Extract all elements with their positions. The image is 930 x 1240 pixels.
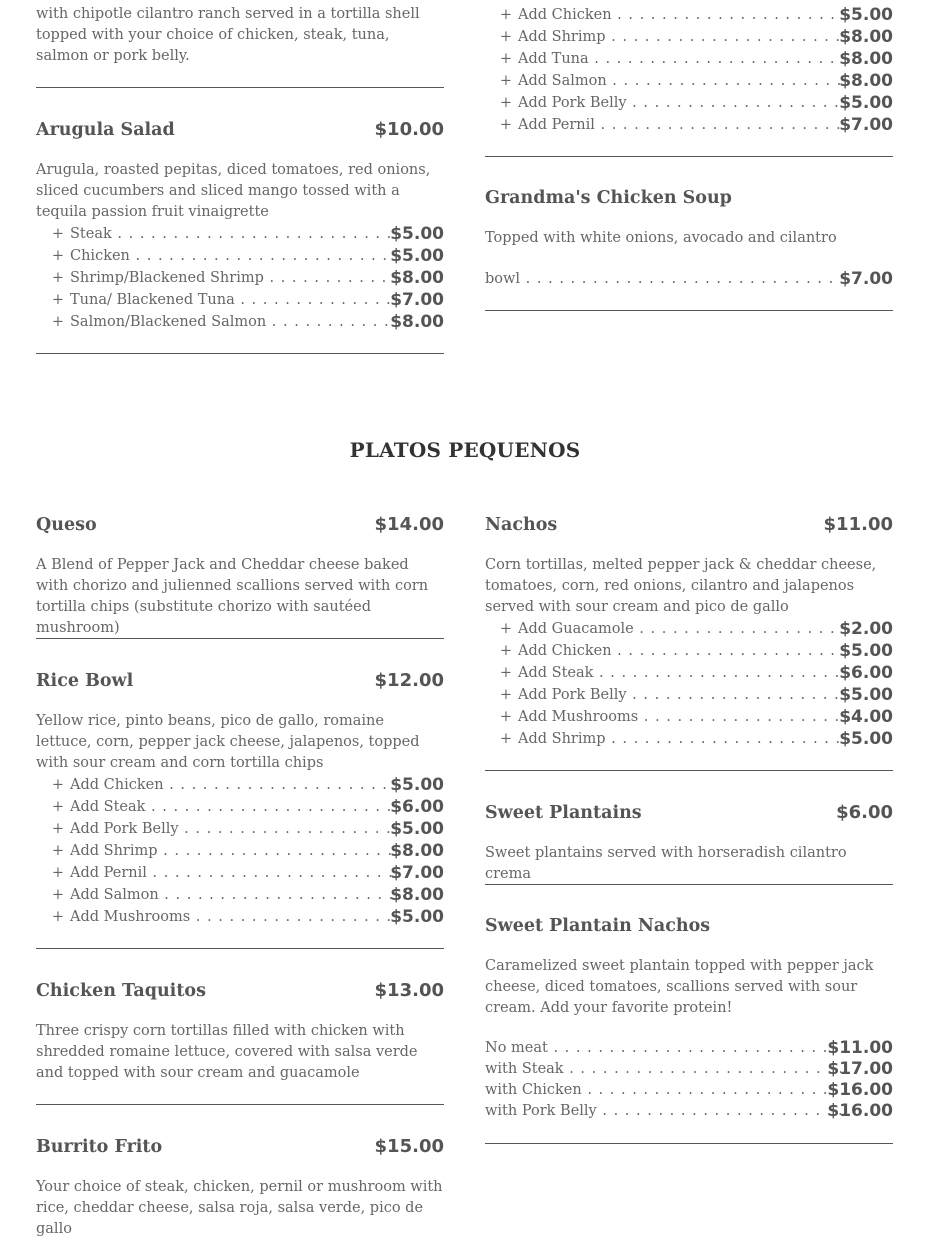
item-description: Yellow rice, pinto beans, pico de gallo, romaine lettuce, corn, pepper jack cheese, jalapenos, topped with sour cream and corn tortilla chips xyxy=(36,713,420,771)
option-list xyxy=(485,1038,893,1122)
option-label: bowl . . . xyxy=(485,268,841,290)
item-name: Burrito Frito xyxy=(36,1137,163,1157)
item-name: Sweet Plantains xyxy=(485,803,642,823)
item-description: Sweet plantains served with horseradish cilantro crema xyxy=(485,845,847,882)
item-name: Nachos xyxy=(485,515,558,535)
menu-item-rice-bowl xyxy=(36,669,444,693)
option-label: Add Pork Belly . . . xyxy=(518,684,841,706)
option-label: Add Steak . . . xyxy=(518,662,841,684)
option-price: $8.00 xyxy=(839,27,893,47)
option-price: $5.00 xyxy=(390,819,444,839)
divider xyxy=(485,310,893,311)
option-price: $2.00 xyxy=(839,619,893,639)
item-description: Caramelized sweet plantain topped with pepper jack cheese, diced tomatoes, scallions served with sour cream. Add your favorite protein! xyxy=(485,958,874,1016)
option-price: $6.00 xyxy=(839,663,893,683)
option-label: Shrimp/Blackened Shrimp . . . xyxy=(70,267,392,289)
option-row xyxy=(36,840,444,862)
option-label: Add Chicken . . . xyxy=(518,640,841,662)
option-label: Salmon/Blackened Salmon . . . xyxy=(70,311,392,333)
divider xyxy=(36,353,444,354)
item-name: Chicken Taquitos xyxy=(36,981,206,1001)
option-row xyxy=(485,1038,893,1059)
divider xyxy=(485,156,893,157)
option-label: Add Shrimp . . . xyxy=(518,26,841,48)
plus-icon: + xyxy=(51,865,65,881)
option-row xyxy=(36,289,444,311)
option-list xyxy=(36,223,444,333)
plus-icon: + xyxy=(51,909,65,925)
menu-item-chicken-taquitos xyxy=(36,979,444,1003)
item-name: Arugula Salad xyxy=(36,120,175,140)
option-row xyxy=(36,245,444,267)
option-row xyxy=(485,26,893,48)
option-price: $8.00 xyxy=(839,71,893,91)
option-price: $5.00 xyxy=(390,907,444,927)
plus-icon: + xyxy=(51,799,65,815)
option-label: Chicken . . . xyxy=(70,245,392,267)
option-row xyxy=(36,906,444,928)
option-row xyxy=(485,662,893,684)
option-list xyxy=(36,774,444,928)
option-label: Add Pernil . . . xyxy=(70,862,392,884)
option-label: Add Pork Belly . . . xyxy=(70,818,392,840)
option-price: $7.00 xyxy=(839,269,893,289)
plus-icon: + xyxy=(499,621,513,637)
divider xyxy=(485,770,893,771)
plus-icon: + xyxy=(51,270,65,286)
section-title: PLATOS PEQUENOS xyxy=(349,438,581,462)
option-row xyxy=(485,618,893,640)
option-label: with Chicken . . . xyxy=(485,1080,841,1101)
option-row xyxy=(36,818,444,840)
plus-icon: + xyxy=(51,887,65,903)
plus-icon: + xyxy=(499,731,513,747)
menu-item-chicken-soup xyxy=(485,186,893,210)
option-label: Add Tuna . . . xyxy=(518,48,841,70)
item-description: Corn tortillas, melted pepper jack & cheddar cheese, tomatoes, corn, red onions, cilantro and jalapenos served with sour cream and pico de gallo xyxy=(485,557,877,615)
plus-icon: + xyxy=(499,7,513,23)
menu-item-burrito-frito xyxy=(36,1135,444,1159)
option-price: $5.00 xyxy=(839,641,893,661)
menu-item-arugula-salad xyxy=(36,118,444,142)
option-row xyxy=(485,728,893,750)
option-label: Tuna/ Blackened Tuna . . . xyxy=(70,289,392,311)
option-row xyxy=(485,1101,893,1122)
option-label: Add Salmon . . . xyxy=(518,70,841,92)
item-price: $10.00 xyxy=(374,119,444,140)
option-price: $5.00 xyxy=(839,5,893,25)
plus-icon: + xyxy=(51,843,65,859)
menu-item-nachos xyxy=(485,513,893,537)
plus-icon: + xyxy=(499,709,513,725)
option-label: No meat . . . xyxy=(485,1038,841,1059)
option-row xyxy=(485,4,893,26)
option-price: $16.00 xyxy=(827,1080,893,1100)
item-price: $15.00 xyxy=(374,1136,444,1157)
plus-icon: + xyxy=(499,117,513,133)
item-description: with chipotle cilantro ranch served in a tortilla shell topped with your choice of chicken, steak, tuna, salmon or pork belly. xyxy=(36,6,420,64)
item-price: $14.00 xyxy=(374,514,444,535)
option-row xyxy=(485,92,893,114)
option-price: $8.00 xyxy=(839,49,893,69)
option-label: Add Mushrooms . . . xyxy=(70,906,392,928)
option-price: $8.00 xyxy=(390,841,444,861)
menu-item-queso xyxy=(36,513,444,537)
item-name: Grandma's Chicken Soup xyxy=(485,188,732,208)
option-list xyxy=(485,4,893,136)
option-price: $8.00 xyxy=(390,885,444,905)
option-row xyxy=(36,267,444,289)
option-label: Add Mushrooms . . . xyxy=(518,706,841,728)
item-description: Arugula, roasted pepitas, diced tomatoes, red onions, sliced cucumbers and sliced mango tossed with a tequila passion fruit vinaigrette xyxy=(36,162,431,220)
option-label: with Steak . . . xyxy=(485,1059,841,1080)
option-label: Steak . . . xyxy=(70,223,392,245)
option-price: $5.00 xyxy=(390,224,444,244)
option-price: $6.00 xyxy=(390,797,444,817)
option-row xyxy=(485,706,893,728)
option-price: $7.00 xyxy=(390,863,444,883)
plus-icon: + xyxy=(499,29,513,45)
option-price: $5.00 xyxy=(390,246,444,266)
option-price: $8.00 xyxy=(390,312,444,332)
plus-icon: + xyxy=(51,248,65,264)
plus-icon: + xyxy=(499,665,513,681)
divider xyxy=(485,884,893,885)
option-price: $17.00 xyxy=(827,1059,893,1079)
plus-icon: + xyxy=(51,777,65,793)
option-row xyxy=(485,70,893,92)
option-row xyxy=(36,862,444,884)
option-label: Add Chicken . . . xyxy=(70,774,392,796)
option-row xyxy=(485,684,893,706)
option-row xyxy=(36,223,444,245)
option-label: with Pork Belly . . . xyxy=(485,1101,841,1122)
menu-item-sweet-plantain-nachos xyxy=(485,914,893,938)
divider xyxy=(36,638,444,639)
item-description: Three crispy corn tortillas filled with chicken with shredded romaine lettuce, covered with salsa verde and topped with sour cream and guacamole xyxy=(36,1023,418,1081)
item-price: $12.00 xyxy=(374,670,444,691)
option-row xyxy=(36,884,444,906)
item-name: Rice Bowl xyxy=(36,671,134,691)
option-row xyxy=(485,114,893,136)
option-row xyxy=(485,1080,893,1101)
option-row xyxy=(36,774,444,796)
plus-icon: + xyxy=(51,821,65,837)
menu-item-sweet-plantains xyxy=(485,801,893,825)
item-description: Topped with white onions, avocado and cilantro xyxy=(485,230,837,246)
option-label: Add Shrimp . . . xyxy=(518,728,841,750)
plus-icon: + xyxy=(51,226,65,242)
option-price: $5.00 xyxy=(839,729,893,749)
item-description: A Blend of Pepper Jack and Cheddar cheese baked with chorizo and julienned scallions served with corn tortilla chips (substitute chorizo with sautéed mushroom) xyxy=(36,557,429,636)
option-row xyxy=(485,48,893,70)
option-row xyxy=(485,1059,893,1080)
plus-icon: + xyxy=(499,51,513,67)
option-price: $5.00 xyxy=(839,685,893,705)
option-price: $16.00 xyxy=(827,1101,893,1121)
option-price: $4.00 xyxy=(839,707,893,727)
option-price: $7.00 xyxy=(390,290,444,310)
item-price: $11.00 xyxy=(823,514,893,535)
divider xyxy=(36,87,444,88)
item-price: $6.00 xyxy=(836,802,893,823)
option-row xyxy=(36,796,444,818)
option-label: Add Steak . . . xyxy=(70,796,392,818)
option-price: $7.00 xyxy=(839,115,893,135)
plus-icon: + xyxy=(499,643,513,659)
item-price: $13.00 xyxy=(374,980,444,1001)
plus-icon: + xyxy=(51,314,65,330)
option-label: Add Chicken . . . xyxy=(518,4,841,26)
plus-icon: + xyxy=(499,73,513,89)
option-label: Add Salmon . . . xyxy=(70,884,392,906)
option-label: Add Shrimp . . . xyxy=(70,840,392,862)
option-price: $5.00 xyxy=(839,93,893,113)
bowl-option xyxy=(485,268,893,290)
option-row xyxy=(36,311,444,333)
divider xyxy=(485,1143,893,1144)
option-price: $8.00 xyxy=(390,268,444,288)
option-row xyxy=(485,640,893,662)
option-price: $5.00 xyxy=(390,775,444,795)
plus-icon: + xyxy=(51,292,65,308)
item-description: Your choice of steak, chicken, pernil or mushroom with rice, cheddar cheese, salsa roja, salsa verde, pico de gallo xyxy=(36,1179,443,1237)
option-label: Add Guacamole . . . xyxy=(518,618,841,640)
divider xyxy=(36,1104,444,1105)
option-label: Add Pork Belly . . . xyxy=(518,92,841,114)
plus-icon: + xyxy=(499,95,513,111)
divider xyxy=(36,948,444,949)
item-name: Queso xyxy=(36,515,97,535)
plus-icon: + xyxy=(499,687,513,703)
option-list xyxy=(485,618,893,750)
item-name: Sweet Plantain Nachos xyxy=(485,916,711,936)
option-label: Add Pernil . . . xyxy=(518,114,841,136)
option-price: $11.00 xyxy=(827,1038,893,1058)
